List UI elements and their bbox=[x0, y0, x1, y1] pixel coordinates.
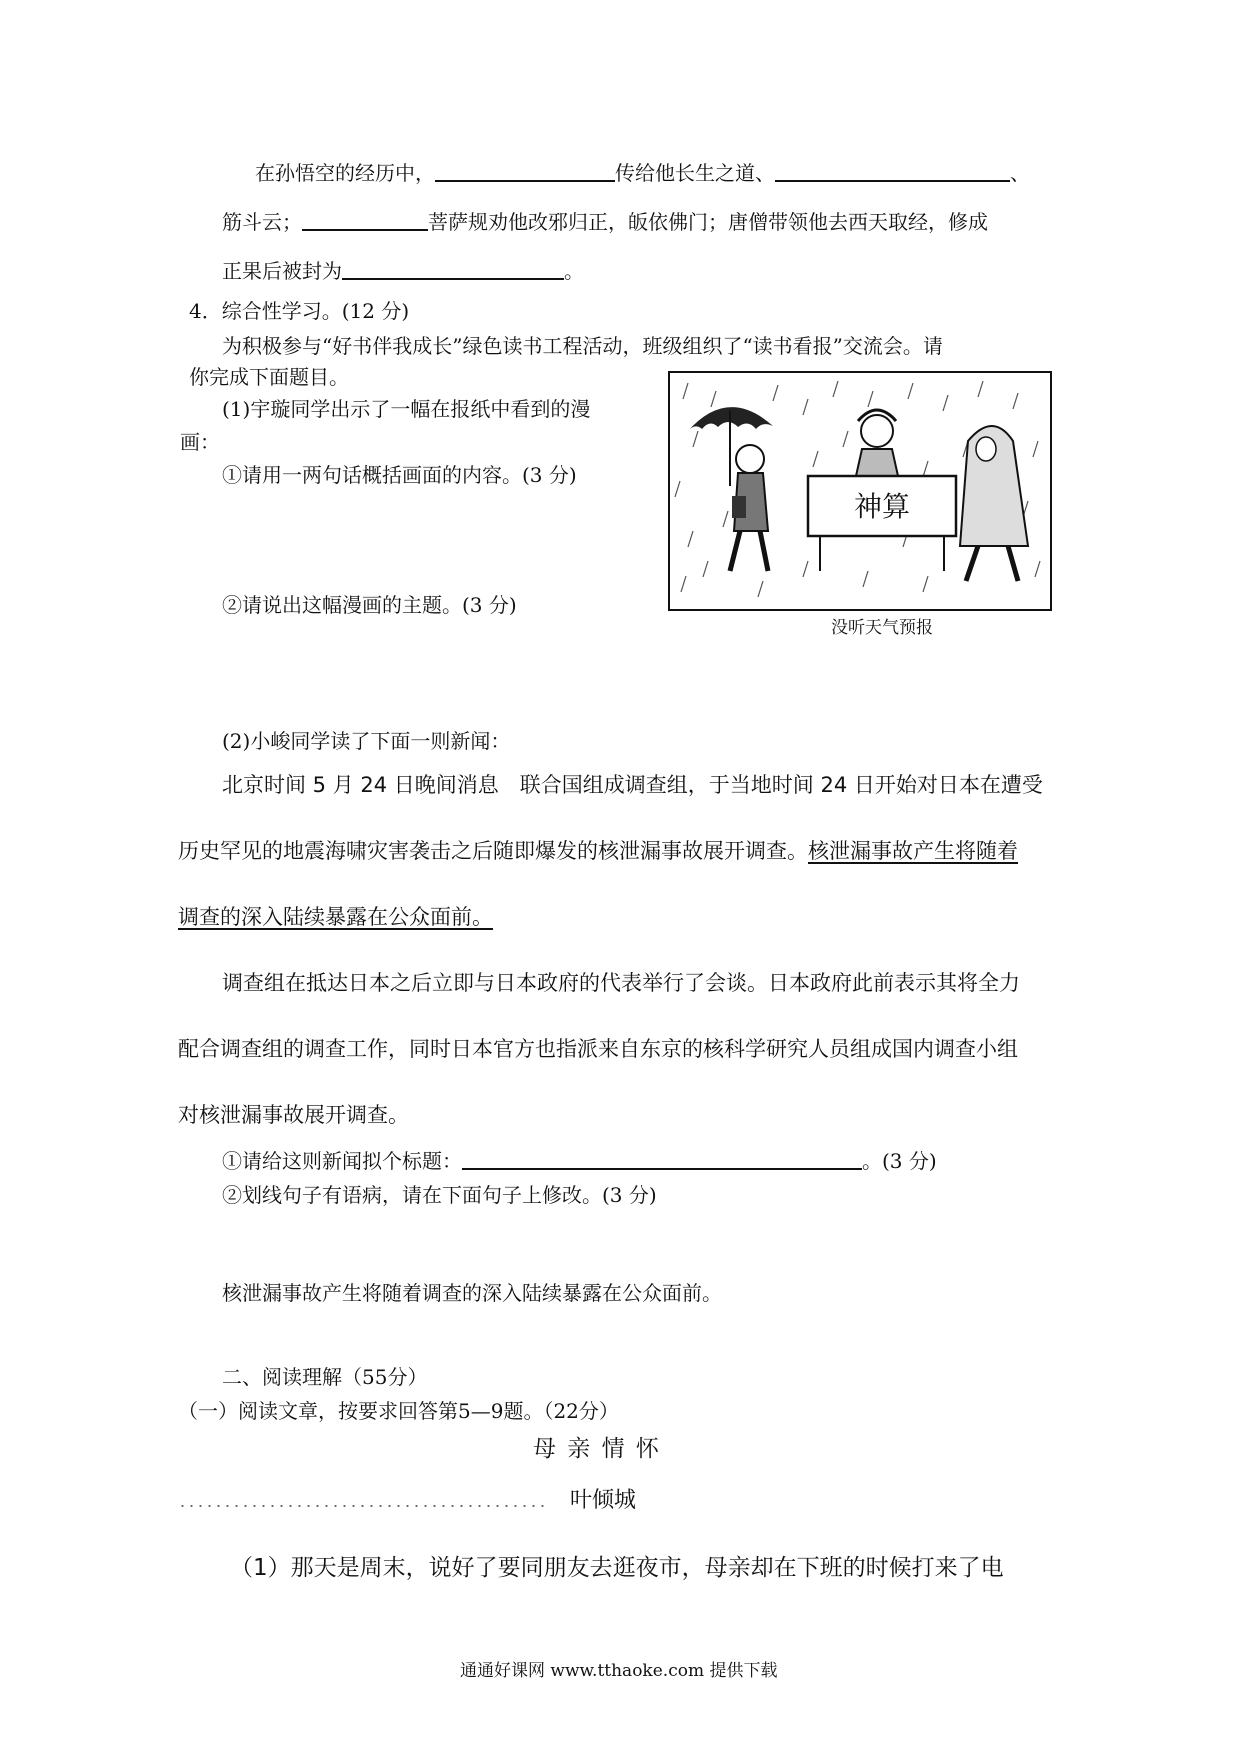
page-footer: 通通好课网 www.tthaoke.com 提供下载 bbox=[460, 1661, 778, 1681]
faulty-sentence: 核泄漏事故产生将随着调查的深入陆续暴露在公众面前。 bbox=[222, 1281, 722, 1305]
article-author: 叶倾城 bbox=[570, 1488, 637, 1513]
article-title: 母 亲 情 怀 bbox=[533, 1436, 661, 1462]
q4-part1-line-1: (1)宇璇同学出示了一幅在报纸中看到的漫 bbox=[222, 397, 591, 421]
cartoon-sign-text: 神算 bbox=[853, 490, 911, 523]
section-subheading: （一）阅读文章，按要求回答第5—9题。（22分） bbox=[178, 1399, 619, 1423]
q3-text: 筋斗云； bbox=[222, 210, 302, 234]
article-paragraph-1: （1）那天是周末，说好了要同朋友去逛夜市，母亲却在下班的时候打来了电 bbox=[230, 1555, 1004, 1581]
answer-blank[interactable] bbox=[302, 209, 428, 231]
answer-blank[interactable] bbox=[462, 1148, 862, 1170]
q4-part1-question-1: ①请用一两句话概括画面的内容。(3 分) bbox=[222, 463, 577, 487]
q3-line-3 bbox=[222, 258, 584, 284]
q3-line-1 bbox=[255, 160, 1030, 186]
question-text: ①请给这则新闻拟个标题： bbox=[222, 1149, 462, 1173]
q4-part1-question-2: ②请说出这幅漫画的主题。(3 分) bbox=[222, 593, 517, 617]
q3-text: 、 bbox=[1010, 161, 1030, 185]
q4-part2-question-2: ②划线句子有语病，请在下面句子上修改。(3 分) bbox=[222, 1183, 657, 1207]
news-text: 历史罕见的地震海啸灾害袭击之后随即爆发的核泄漏事故展开调查。 bbox=[178, 839, 808, 863]
cartoon-caption: 没听天气预报 bbox=[831, 618, 933, 638]
question-text: 。(3 分) bbox=[862, 1149, 937, 1173]
q3-text: 正果后被封为 bbox=[222, 259, 342, 283]
answer-blank[interactable] bbox=[775, 160, 1010, 182]
news-line-5: 配合调查组的调查工作，同时日本官方也指派来自东京的核科学研究人员组成国内调查小组 bbox=[178, 1037, 1018, 1061]
q4-intro-line-2: 你完成下面题目。 bbox=[189, 365, 349, 389]
q4-intro-line-1: 为积极参与“好书伴我成长”绿色读书工程活动，班级组织了“读书看报”交流会。请 bbox=[222, 334, 943, 358]
underlined-sentence: 核泄漏事故产生将随着 bbox=[808, 839, 1018, 863]
answer-blank[interactable] bbox=[342, 258, 564, 280]
q3-text: 在孙悟空的经历中， bbox=[255, 161, 435, 185]
dotted-divider bbox=[178, 1505, 548, 1507]
q4-part2-intro: (2)小峻同学读了下面一则新闻： bbox=[222, 729, 511, 753]
q4-part1-line-2: 画： bbox=[180, 430, 220, 454]
q3-text: 。 bbox=[564, 259, 584, 283]
answer-blank[interactable] bbox=[435, 160, 615, 182]
q3-text: 传给他长生之道、 bbox=[615, 161, 775, 185]
q3-text: 菩萨规劝他改邪归正，皈依佛门；唐僧带领他去西天取经，修成 bbox=[428, 210, 988, 234]
news-line-1: 北京时间 5 月 24 日晚间消息 联合国组成调查组，于当地时间 24 日开始对日本在遭受 bbox=[222, 773, 1043, 797]
news-line-3-underlined: 调查的深入陆续暴露在公众面前。 bbox=[178, 905, 493, 929]
news-line-2 bbox=[178, 838, 1018, 864]
news-line-4: 调查组在抵达日本之后立即与日本政府的代表举行了会谈。日本政府此前表示其将全力 bbox=[222, 971, 1020, 995]
news-line-6: 对核泄漏事故展开调查。 bbox=[178, 1103, 409, 1127]
q4-part2-question-1 bbox=[222, 1148, 937, 1174]
cartoon-image bbox=[668, 371, 1052, 641]
q3-line-2 bbox=[222, 209, 988, 235]
section-heading: 二、阅读理解（55分） bbox=[222, 1365, 428, 1389]
q4-heading: 4．综合性学习。(12 分) bbox=[189, 299, 410, 323]
